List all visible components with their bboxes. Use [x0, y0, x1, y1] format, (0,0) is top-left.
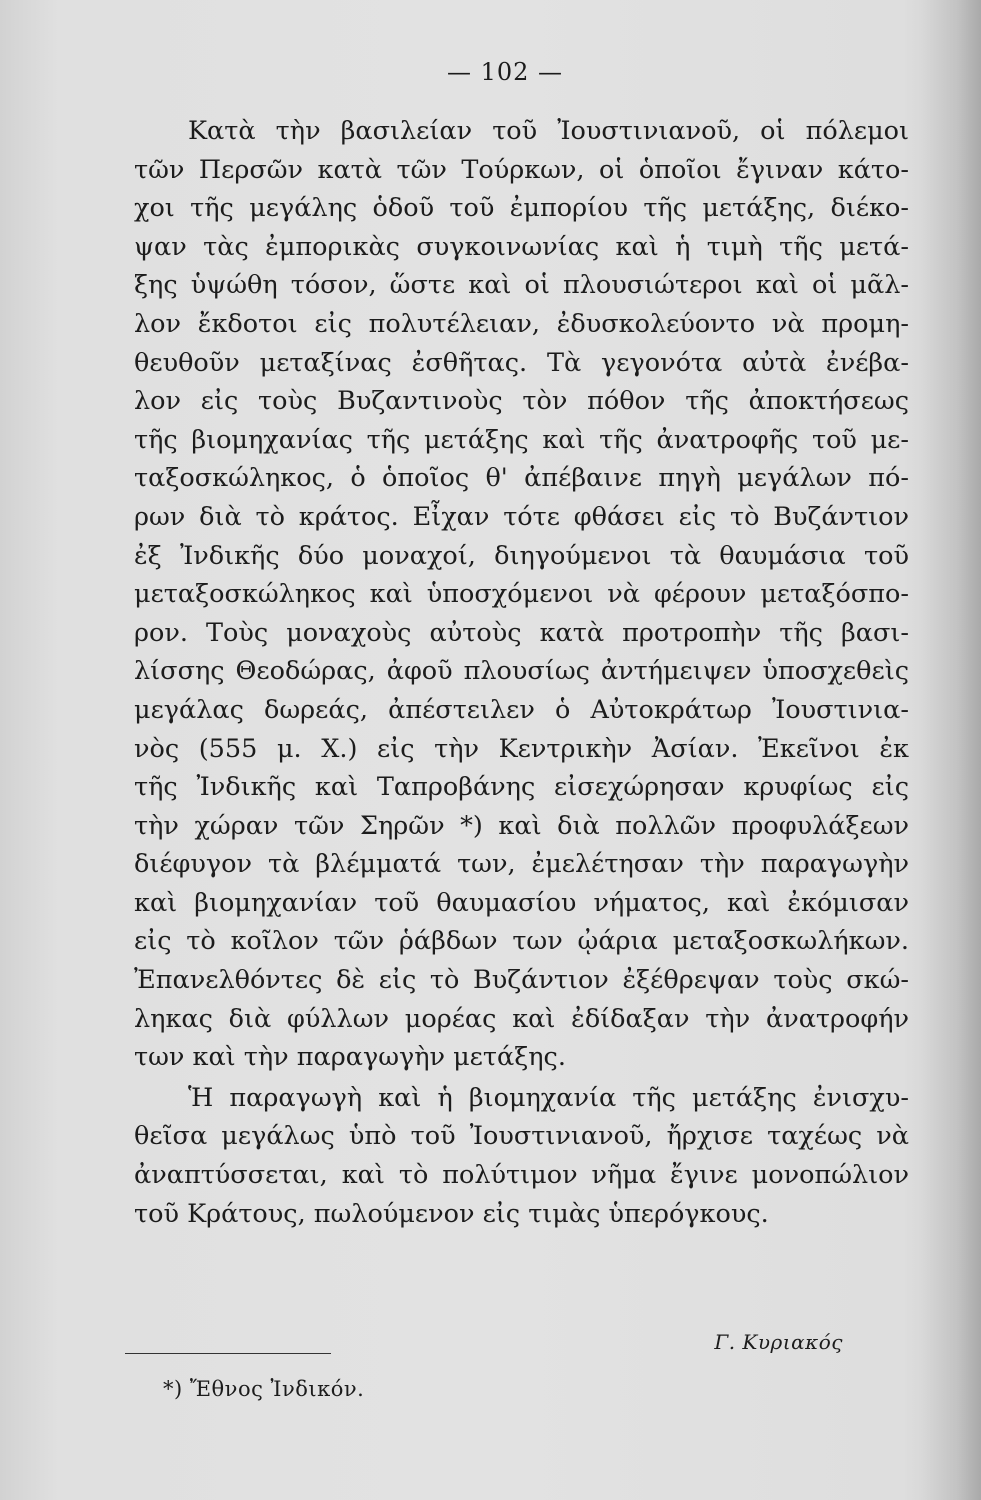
text-line: λίσσης Θεοδώρας, ἀφοῦ πλουσίως ἀντήμειψεν ὑποσχεθεὶς — [134, 656, 909, 687]
text-line: μεγάλας δωρεάς, ἀπέστειλεν ὁ Αὐτοκράτωρ Ἰουστινια- — [134, 694, 909, 725]
text-line: ταξοσκώληκος, ὁ ὁποῖος θ' ἀπέβαινε πηγὴ μεγάλων πό- — [134, 463, 909, 494]
text-line: θευθοῦν μεταξίνας ἐσθῆτας. Τὰ γεγονότα αὐτὰ ἐνέβα- — [134, 347, 909, 378]
text-line: ξης ὑψώθη τόσον, ὥστε καὶ οἱ πλουσιώτεροι καὶ οἱ μᾶλ- — [134, 270, 909, 301]
text-line: τῆς Ἰνδικῆς καὶ Ταπροβάνης εἰσεχώρησαν κρυφίως εἰς — [134, 772, 909, 803]
body-text — [134, 112, 909, 1233]
text-line: τῆς βιομηχανίας τῆς μετάξης καὶ τῆς ἀνατροφῆς τοῦ με- — [134, 424, 909, 455]
text-line: καὶ βιομηχανίαν τοῦ θαυμασίου νήματος, καὶ ἐκόμισαν — [134, 887, 909, 918]
text-line: νὸς (555 μ. Χ.) εἰς τὴν Κεντρικὴν Ἀσίαν. Ἐκεῖνοι ἐκ — [134, 733, 909, 764]
footnote: *) Ἔθνος Ἰνδικόν. — [163, 1377, 365, 1401]
text-line: εἰς τὸ κοῖλον τῶν ῥάβδων των ᾠάρια μεταξοσκωλήκων. — [134, 926, 909, 957]
paragraph-1 — [134, 112, 909, 1077]
text-line: Ἡ παραγωγὴ καὶ ἡ βιομηχανία τῆς μετάξης ἐνισχυ- — [188, 1082, 909, 1113]
text-line: τοῦ Κράτους, πωλούμενον εἰς τιμὰς ὑπερόγκους. — [134, 1198, 769, 1229]
page-number: — 102 — — [446, 58, 564, 86]
text-line: των καὶ τὴν παραγωγὴν μετάξης. — [134, 1042, 566, 1073]
author-signature: Γ. Κυριακός — [714, 1330, 843, 1354]
text-line: ληκας διὰ φύλλων μορέας καὶ ἐδίδαξαν τὴν ἀνατροφήν — [134, 1003, 909, 1034]
text-line: λον ἔκδοτοι εἰς πολυτέλειαν, ἐδυσκολεύοντο νὰ προμη- — [134, 308, 909, 339]
page-edge-shadow — [921, 0, 981, 1500]
text-line: Κατὰ τὴν βασιλείαν τοῦ Ἰουστινιανοῦ, οἱ πόλεμοι — [188, 116, 909, 146]
text-line: λον εἰς τοὺς Βυζαντινοὺς τὸν πόθον τῆς ἀποκτήσεως — [134, 386, 909, 417]
text-line: ἀναπτύσσεται, καὶ τὸ πολύτιμον νῆμα ἔγινε μονοπώλιον — [134, 1160, 909, 1191]
text-line: ρων διὰ τὸ κράτος. Εἶχαν τότε φθάσει εἰς τὸ Βυζάντιον — [134, 501, 909, 532]
text-line: ἐξ Ἰνδικῆς δύο μοναχοί, διηγούμενοι τὰ θαυμάσια τοῦ — [134, 540, 909, 571]
text-line: μεταξοσκώληκος καὶ ὑποσχόμενοι νὰ φέρουν μεταξόσπο- — [134, 579, 909, 610]
text-line: ρον. Τοὺς μοναχοὺς αὐτοὺς κατὰ προτροπὴν τῆς βασι- — [134, 617, 909, 648]
text-line: χοι τῆς μεγάλης ὁδοῦ τοῦ ἐμπορίου τῆς μετάξης, διέκο- — [134, 193, 909, 224]
text-line: τῶν Περσῶν κατὰ τῶν Τούρκων, οἱ ὁποῖοι ἔγιναν κάτο- — [134, 154, 909, 185]
text-line: διέφυγον τὰ βλέμματά των, ἐμελέτησαν τὴν παραγωγὴν — [134, 849, 909, 880]
text-line: τὴν χώραν τῶν Σηρῶν *) καὶ διὰ πολλῶν προφυλάξεων — [134, 810, 909, 841]
footnote-divider — [125, 1353, 331, 1354]
text-line: ψαν τὰς ἐμπορικὰς συγκοινωνίας καὶ ἡ τιμὴ τῆς μετά- — [134, 231, 909, 262]
text-line: Ἐπανελθόντες δὲ εἰς τὸ Βυζάντιον ἐξέθρεψαν τοὺς σκώ- — [134, 965, 909, 996]
text-line: θεῖσα μεγάλως ὑπὸ τοῦ Ἰουστινιανοῦ, ἤρχισε ταχέως νὰ — [134, 1121, 909, 1152]
paragraph-2 — [134, 1079, 909, 1233]
